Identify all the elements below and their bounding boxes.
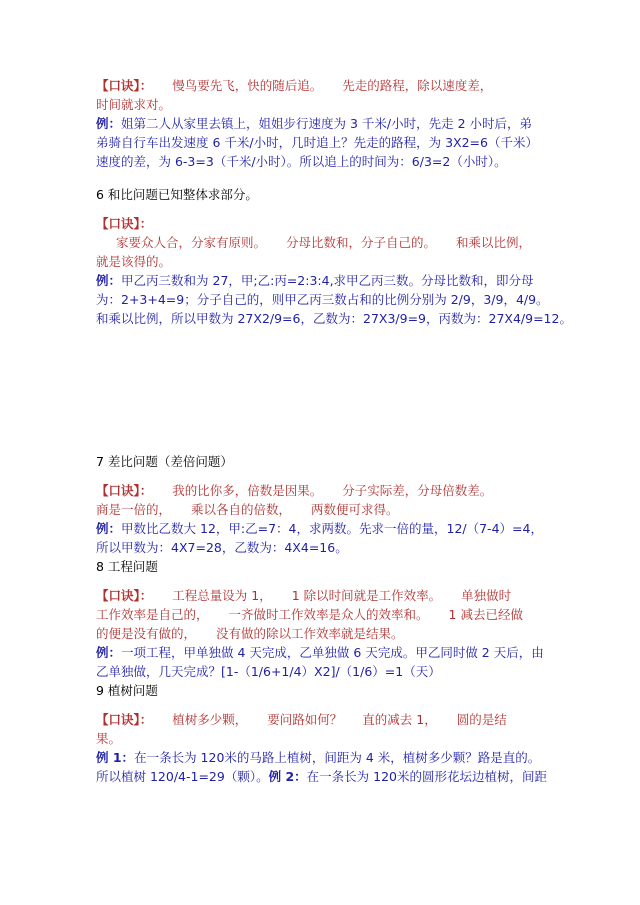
koujue-text: 商是一倍的， xyxy=(96,502,172,517)
koujue-line xyxy=(96,233,556,252)
example-text: 甲乙丙三数和为 27，甲;乙:丙=2:3:4,求甲乙丙三数。分母比数和，即分母 xyxy=(121,273,534,288)
example-label: 例： xyxy=(96,273,122,288)
section-6 xyxy=(96,214,572,328)
example-text: 甲数比乙数大 12，甲:乙=7：4，求两数。先求一倍的量，12/（7-4）=4， xyxy=(121,521,543,536)
koujue-line xyxy=(96,605,556,624)
example-text: 速度的差，为 6-3=3（千米/小时）。所以追上的时间为：6/3=2（小时）。 xyxy=(96,154,507,169)
koujue-label: 【口诀】： xyxy=(96,588,153,603)
section-title: 8 工程问题 xyxy=(96,559,158,574)
koujue-text: 家要众人合，分家有原则。 xyxy=(116,235,267,250)
section-9 xyxy=(96,710,556,786)
example-label: 例 2： xyxy=(268,769,307,784)
example-line xyxy=(96,519,556,538)
koujue-text: 单独做时 xyxy=(461,588,512,603)
example-line xyxy=(96,643,556,662)
section-title: 7 差比问题（差倍问题） xyxy=(96,454,233,469)
koujue-text: 1 减去已经做 xyxy=(448,607,523,622)
example-label: 例： xyxy=(96,645,122,660)
section-8 xyxy=(96,586,556,681)
koujue-text: 和乘以比例， xyxy=(456,235,532,250)
section-7 xyxy=(96,481,556,557)
koujue-text: 先走的路程，除以速度差， xyxy=(342,78,493,93)
koujue-line xyxy=(96,481,556,500)
koujue-label: 【口诀】： xyxy=(96,483,153,498)
koujue-text: 的便是没有做的， xyxy=(96,626,197,641)
example-text: 和乘以比例，所以甲数为 27X2/9=6，乙数为：27X3/9=9，丙数为：27X4/9=12。 xyxy=(96,311,572,326)
example-text: 姐第二人从家里去镇上，姐姐步行速度为 3 千米/小时，先走 2 小时后，弟 xyxy=(121,116,533,131)
koujue-text: 分母比数和，分子自己的。 xyxy=(286,235,437,250)
koujue-text: 工作效率是自己的， xyxy=(96,607,209,622)
koujue-line xyxy=(96,76,556,95)
koujue-text: 没有做的除以工作效率就是结果。 xyxy=(216,626,404,641)
example-label: 例 1： xyxy=(96,750,135,765)
koujue-text: 一齐做时工作效率是众人的效率和。 xyxy=(228,607,429,622)
koujue-text: 慢鸟要先飞，快的随后追。 xyxy=(172,78,323,93)
section-5 xyxy=(96,76,556,171)
example-text: 在一条长为 120米的马路上植树，间距为 4 米，植树多少颗？路是直的。 xyxy=(134,750,541,765)
example-label: 例： xyxy=(96,521,122,536)
koujue-text: 工程总量设为 1， xyxy=(172,588,272,603)
example-label: 例： xyxy=(96,116,122,131)
koujue-label: 【口诀】： xyxy=(96,216,153,231)
example-text: 弟骑自行车出发速度 6 千米/小时，几时追上？先走的路程，为 3X2=6（千米） xyxy=(96,135,538,150)
koujue-text: 两数便可求得。 xyxy=(311,502,399,517)
example-line xyxy=(96,767,556,786)
example-text: 所以植树 120/4-1=29（颗）。 xyxy=(96,769,269,784)
example-text: 在一条长为 120米的圆形花坛边植树，间距 xyxy=(306,769,547,784)
koujue-text: 1 除以时间就是工作效率。 xyxy=(291,588,442,603)
koujue-label: 【口诀】： xyxy=(96,712,153,727)
koujue-line xyxy=(96,500,556,519)
example-line xyxy=(96,271,556,290)
example-text: 乙单独做，几天完成？[1-（1/6+1/4）X2]/（1/6）=1（天） xyxy=(96,664,441,679)
koujue-text: 植树多少颗， xyxy=(172,712,248,727)
koujue-text: 直的减去 1， xyxy=(362,712,437,727)
example-line xyxy=(96,114,556,133)
koujue-label: 【口诀】： xyxy=(96,78,153,93)
koujue-text: 就是该得的。 xyxy=(96,254,172,269)
koujue-text: 圆的是结 xyxy=(456,712,507,727)
example-line xyxy=(96,748,556,767)
koujue-text: 我的比你多，倍数是因果。 xyxy=(172,483,323,498)
koujue-text: 果。 xyxy=(96,731,122,746)
example-text: 一项工程，甲单独做 4 天完成，乙单独做 6 天完成。甲乙同时做 2 天后，由 xyxy=(121,645,544,660)
koujue-line xyxy=(96,586,556,605)
koujue-text: 时间就求对。 xyxy=(96,97,172,112)
koujue-line xyxy=(96,624,556,643)
section-title: 6 和比问题已知整体求部分。 xyxy=(96,187,258,202)
koujue-text: 分子实际差，分母倍数差。 xyxy=(342,483,493,498)
koujue-line xyxy=(96,710,556,729)
section-title: 9 植树问题 xyxy=(96,683,158,698)
example-text: 所以甲数为：4X7=28，乙数为：4X4=16。 xyxy=(96,540,348,555)
example-text: 为：2+3+4=9；分子自己的，则甲乙丙三数占和的比例分别为 2/9，3/9，4/9。 xyxy=(96,292,549,307)
koujue-text: 乘以各自的倍数， xyxy=(191,502,292,517)
koujue-text: 要问路如何？ xyxy=(267,712,343,727)
